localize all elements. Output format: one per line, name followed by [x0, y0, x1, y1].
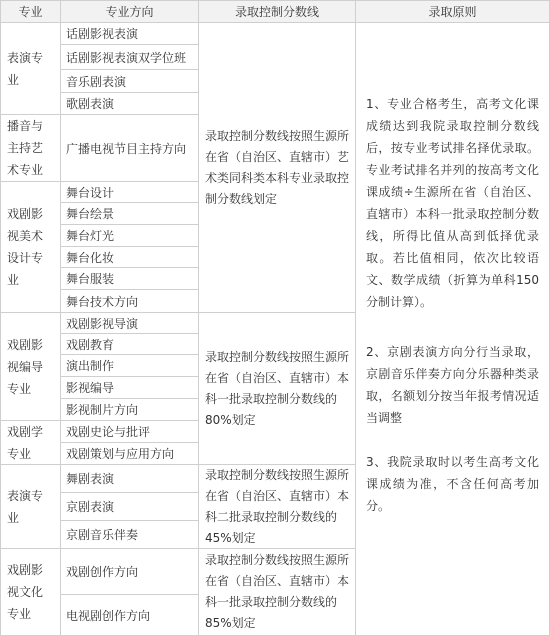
principle-cell [355, 22, 550, 636]
direction-cell: 舞台技术方向 [60, 289, 199, 313]
direction-cell: 影视制片方向 [60, 398, 199, 421]
direction-cell: 广播电视节目主持方向 [60, 114, 199, 182]
major-cell: 播音与主持艺术专业 [0, 114, 61, 182]
direction-cell: 舞台服装 [60, 267, 199, 290]
direction-cell: 舞台绘景 [60, 202, 199, 225]
major-cell: 戏剧影视文化专业 [0, 548, 61, 636]
cutoff-cell: 录取控制分数线按照生源所在省（自治区、直辖市）艺术类同科类本科专业录取控制分数线划定 [198, 22, 356, 313]
direction-cell: 戏剧策划与应用方向 [60, 442, 199, 465]
direction-cell: 戏剧影视导演 [60, 312, 199, 334]
header-cutoff: 录取控制分数线 [198, 0, 356, 23]
direction-cell: 话剧影视表演 [60, 22, 199, 45]
principle-2: 2、京剧表演方向分行当录取，京剧音乐伴奏方向分乐器种类录取，名额划分按当年报考情况适当调整 [366, 345, 539, 425]
direction-cell: 舞台设计 [60, 181, 199, 203]
direction-cell: 歌剧表演 [60, 92, 199, 115]
principle-3: 3、我院录取时以考生高考文化课成绩为准，不含任何高考加分。 [366, 455, 539, 513]
major-cell: 戏剧影视编导专业 [0, 312, 61, 421]
major-cell: 戏剧影视美术设计专业 [0, 181, 61, 313]
header-principle: 录取原则 [355, 0, 550, 23]
direction-cell: 京剧音乐伴奏 [60, 520, 199, 549]
major-cell: 戏剧学专业 [0, 420, 61, 465]
direction-cell: 影视编导 [60, 376, 199, 399]
direction-cell: 话剧影视表演双学位班 [60, 44, 199, 70]
direction-cell: 演出制作 [60, 354, 199, 377]
direction-cell: 京剧表演 [60, 492, 199, 521]
direction-cell: 舞台灯光 [60, 224, 199, 247]
direction-cell: 音乐剧表演 [60, 69, 199, 93]
cutoff-cell: 录取控制分数线按照生源所在省（自治区、直辖市）本科二批录取控制分数线的45%划定 [198, 464, 356, 549]
direction-cell: 舞台化妆 [60, 246, 199, 268]
direction-cell: 戏剧创作方向 [60, 548, 199, 595]
header-direction: 专业方向 [60, 0, 199, 23]
cutoff-cell: 录取控制分数线按照生源所在省（自治区、直辖市）本科一批录取控制分数线的80%划定 [198, 312, 356, 465]
direction-cell: 戏剧史论与批评 [60, 420, 199, 443]
major-cell: 表演专业 [0, 22, 61, 115]
principle-1: 1、专业合格考生，高考文化课成绩达到我院录取控制分数线后，按专业考试排名择优录取。专业考试排名并列的按高考文化课成绩÷生源所在省（自治区、直辖市）本科一批录取控制分数线，所得比值从高到低择优录取。若比值相同，依次比较语文、数学成绩（折算为单科150分制计算）。 [366, 97, 539, 309]
header-major: 专业 [0, 0, 61, 23]
cutoff-cell: 录取控制分数线按照生源所在省（自治区、直辖市）本科一批录取控制分数线的85%划定 [198, 548, 356, 636]
direction-cell: 舞剧表演 [60, 464, 199, 493]
direction-cell: 电视剧创作方向 [60, 594, 199, 636]
direction-cell: 戏剧教育 [60, 333, 199, 355]
major-cell: 表演专业 [0, 464, 61, 549]
